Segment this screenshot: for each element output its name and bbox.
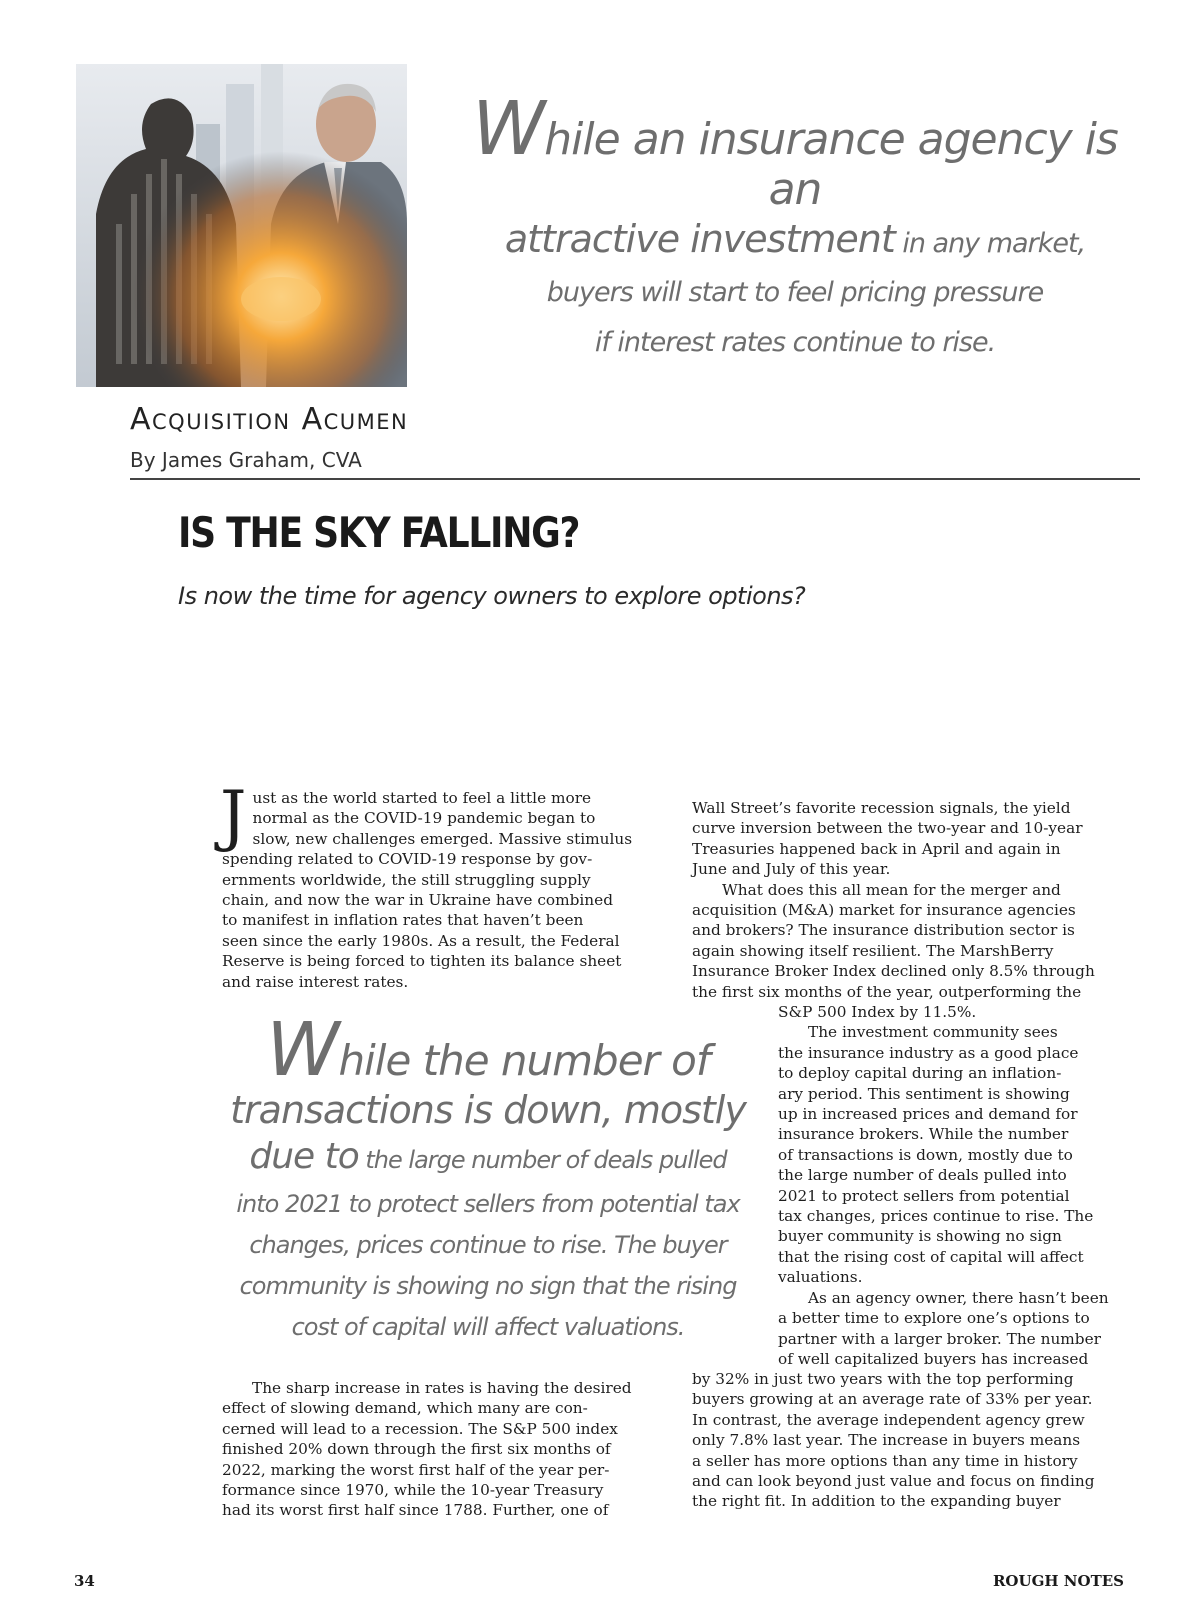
- body-line: curve inversion between the two-year and 10-year: [692, 819, 1083, 838]
- body-line: June and July of this year.: [692, 860, 891, 879]
- pull-quote-line: hile an insurance agency is an: [544, 114, 1118, 215]
- pull-quote-line: due to: [249, 1136, 359, 1177]
- body-line: to deploy capital during an inflation-: [778, 1064, 1062, 1083]
- body-line: effect of slowing demand, which many are con-: [222, 1399, 588, 1418]
- body-line: and can look beyond just value and focus on finding: [692, 1472, 1095, 1491]
- body-line: 2022, marking the worst first half of the year per-: [222, 1460, 610, 1479]
- pull-quote-line: changes, prices continue to rise. The buyer: [249, 1231, 727, 1259]
- right-column-bottom: [692, 1369, 1142, 1512]
- pull-quote-line: attractive investment: [504, 217, 895, 261]
- body-line: insurance brokers. While the number: [778, 1125, 1069, 1144]
- body-line: acquisition (M&A) market for insurance agencies: [692, 901, 1076, 920]
- body-line: the insurance industry as a good place: [778, 1043, 1079, 1062]
- body-line: normal as the COVID-19 pandemic began to: [252, 809, 596, 828]
- pull-quote-initial: W: [472, 86, 545, 172]
- body-line: 2021 to protect sellers from potential: [778, 1186, 1070, 1205]
- body-line: and raise interest rates.: [222, 972, 409, 991]
- body-line: the large number of deals pulled into: [778, 1166, 1067, 1185]
- body-line: that the rising cost of capital will affect: [778, 1247, 1084, 1266]
- top-pull-quote: [440, 86, 1150, 368]
- pull-quote-initial: W: [266, 1007, 339, 1093]
- column-title: Acquisition Acumen: [130, 402, 409, 437]
- pull-quote-line: in any market,: [894, 228, 1086, 259]
- body-line: spending related to COVID-19 response by gov-: [222, 850, 593, 869]
- body-line: only 7.8% last year. The increase in buyers means: [692, 1431, 1081, 1450]
- pull-quote-line: buyers will start to feel pricing pressure: [546, 277, 1044, 308]
- body-line: up in increased prices and demand for: [778, 1105, 1078, 1124]
- body-line: a seller has more options than any time in history: [692, 1451, 1078, 1470]
- body-line: partner with a larger broker. The number: [778, 1329, 1101, 1348]
- mid-pull-quote: [218, 1007, 758, 1348]
- byline: By James Graham, CVA: [130, 448, 362, 472]
- body-line: chain, and now the war in Ukraine have combined: [222, 891, 614, 910]
- pull-quote-line: into 2021 to protect sellers from potential tax: [236, 1190, 740, 1218]
- body-line: again showing itself resilient. The MarshBerry: [692, 941, 1054, 960]
- header-rule: [130, 478, 1140, 480]
- body-line: tax changes, prices continue to rise. The: [778, 1207, 1094, 1226]
- body-line: and brokers? The insurance distribution sector is: [692, 921, 1075, 940]
- body-line: ust as the world started to feel a little more: [252, 789, 592, 807]
- body-line: cerned will lead to a recession. The S&P 500 index: [222, 1419, 618, 1438]
- right-column-top: [692, 798, 1142, 1002]
- body-line: S&P 500 Index by 11.5%.: [778, 1003, 977, 1021]
- body-line: by 32% in just two years with the top performing: [692, 1370, 1074, 1388]
- body-line: finished 20% down through the first six months of: [222, 1440, 611, 1459]
- page-number: 34: [74, 1572, 95, 1590]
- body-line: the first six months of the year, outperforming the: [692, 982, 1082, 1001]
- body-line: ernments worldwide, the still struggling supply: [222, 870, 591, 889]
- body-line: formance since 1970, while the 10-year Treasury: [222, 1481, 604, 1500]
- body-line: Wall Street’s favorite recession signals, the yield: [692, 799, 1071, 817]
- body-line: The investment community sees: [808, 1023, 1058, 1042]
- body-line: of transactions is down, mostly due to: [778, 1145, 1073, 1164]
- pull-quote-line: community is showing no sign that the rising: [239, 1272, 737, 1300]
- body-line: The sharp increase in rates is having the desired: [252, 1379, 632, 1397]
- body-line: the right fit. In addition to the expanding buyer: [692, 1492, 1061, 1511]
- body-line: In contrast, the average independent agency grew: [692, 1410, 1085, 1429]
- publication-name: ROUGH NOTES: [992, 1572, 1124, 1590]
- deck: Is now the time for agency owners to explore options?: [178, 582, 806, 610]
- body-line: seen since the early 1980s. As a result, the Federal: [222, 931, 620, 950]
- body-line: buyers growing at an average rate of 33% per year.: [692, 1390, 1093, 1409]
- body-line: ary period. This sentiment is showing: [778, 1084, 1070, 1103]
- body-line: Insurance Broker Index declined only 8.5% through: [692, 962, 1095, 981]
- right-column-narrow: [778, 1002, 1148, 1369]
- body-line: slow, new challenges emerged. Massive stimulus: [252, 829, 633, 848]
- pull-quote-line: cost of capital will affect valuations.: [291, 1313, 685, 1341]
- handshake-photo: [76, 64, 407, 387]
- body-line: Reserve is being forced to tighten its balance sheet: [222, 952, 622, 971]
- body-line: of well capitalized buyers has increased: [778, 1349, 1089, 1368]
- body-line: had its worst first half since 1788. Further, one of: [222, 1501, 609, 1520]
- pull-quote-line: if interest rates continue to rise.: [594, 327, 996, 358]
- pull-quote-line: transactions is down, mostly: [230, 1088, 746, 1132]
- body-line: to manifest in inflation rates that haven’t been: [222, 911, 584, 930]
- body-line: buyer community is showing no sign: [778, 1227, 1062, 1246]
- body-line: As an agency owner, there hasn’t been: [808, 1288, 1109, 1307]
- pull-quote-line: hile the number of: [338, 1036, 710, 1085]
- body-line: valuations.: [778, 1268, 863, 1287]
- pull-quote-line: the large number of deals pulled: [358, 1146, 727, 1174]
- body-line: Treasuries happened back in April and again in: [692, 839, 1061, 858]
- left-column-continued: [222, 1378, 662, 1521]
- handshake-illustration: [76, 64, 407, 387]
- body-line: What does this all mean for the merger and: [722, 880, 1061, 899]
- body-line: a better time to explore one’s options to: [778, 1309, 1090, 1328]
- left-column-intro: [220, 777, 662, 992]
- headline: IS THE SKY FALLING?: [178, 508, 580, 557]
- drop-cap: J: [220, 777, 247, 854]
